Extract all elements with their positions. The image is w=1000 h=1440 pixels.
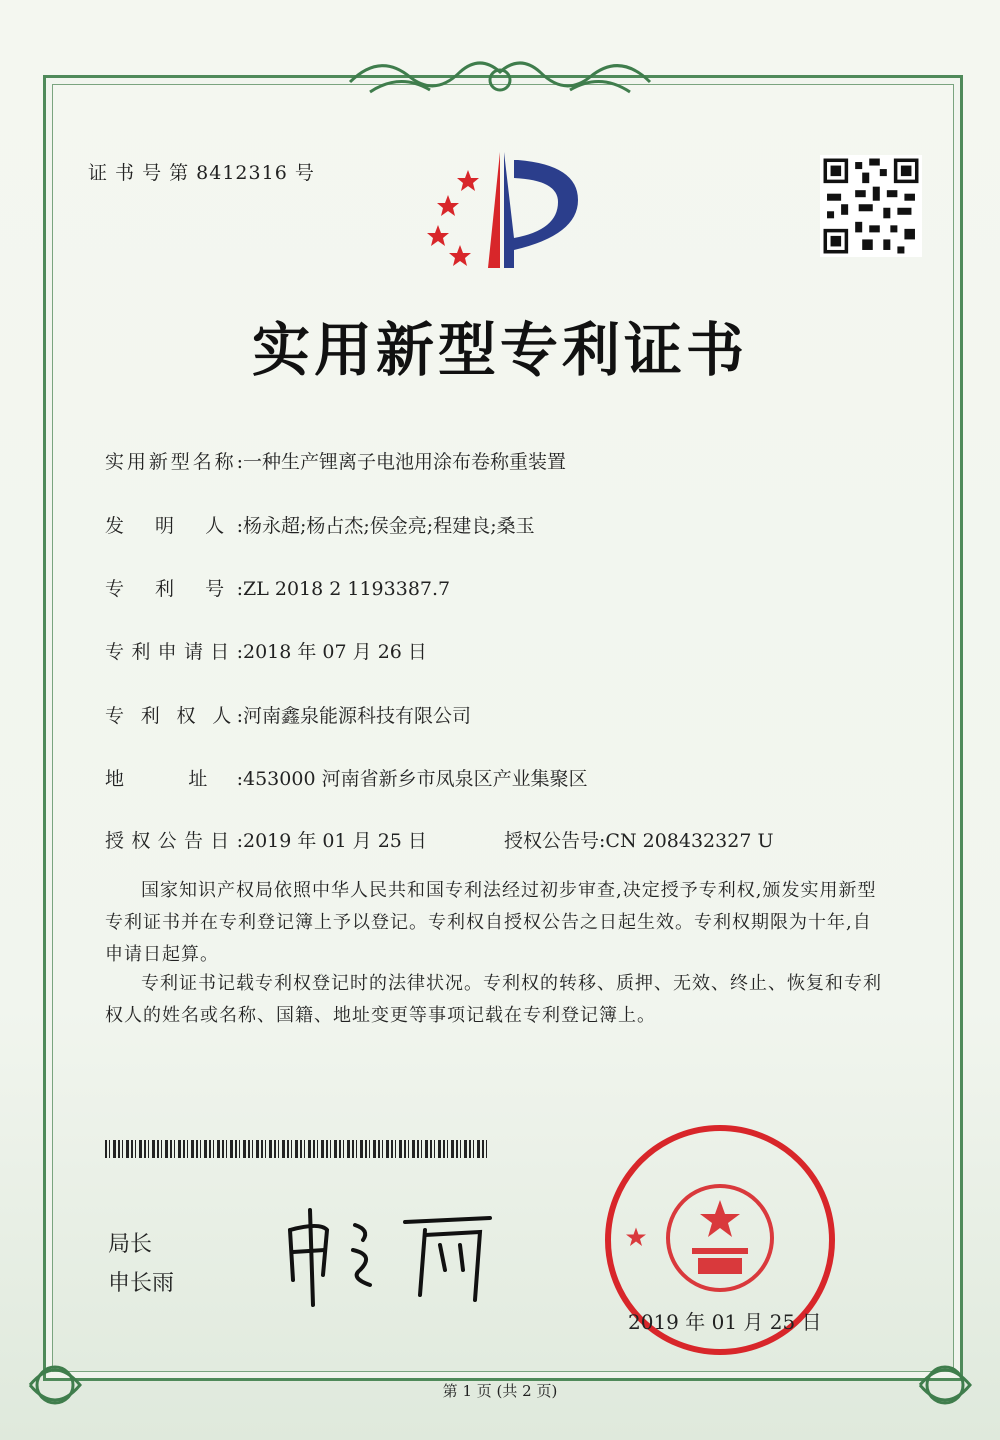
seal-date: 2019 年 01 月 25 日 (628, 1310, 822, 1334)
field-label: 专 利 号: (105, 578, 243, 600)
qr-code (820, 155, 922, 257)
field-utility-model-name (105, 447, 566, 474)
field-value: 杨永超;杨占杰;侯金亮;程建良;桑玉 (243, 515, 535, 537)
field-patentee (105, 701, 471, 728)
barcode (105, 1140, 490, 1158)
field-label: 专利申请日: (105, 641, 243, 663)
field-application-date (105, 637, 427, 664)
certificate-number: 证 书 号 第 8412316 号 (88, 162, 315, 184)
field-label: 专 利 权 人: (105, 705, 243, 727)
director-signature (275, 1200, 515, 1310)
director-name: 申长雨 (108, 1271, 175, 1296)
field-label: 授权公告日: (105, 830, 243, 852)
field-publication-number (504, 826, 773, 853)
field-value: 2019 年 01 月 25 日 (243, 830, 427, 852)
field-value: CN 208432327 U (605, 830, 774, 852)
page-number: 第 1 页 (共 2 页) (442, 1382, 558, 1400)
field-grant-date (105, 826, 427, 853)
field-label: 实用新型名称: (105, 451, 243, 473)
field-address (105, 764, 588, 791)
field-value: ZL 2018 2 1193387.7 (243, 578, 451, 600)
field-label: 授权公告号: (504, 830, 606, 852)
field-label: 发 明 人: (105, 515, 243, 537)
top-ornament (340, 42, 660, 112)
statement-paragraph: 专利证书记载专利权登记时的法律状况。专利权的转移、质押、无效、终止、恢复和专利权人的姓名或名称、国籍、地址变更等事项记载在专利登记簿上。 (105, 973, 882, 1026)
field-patent-number (105, 574, 450, 601)
director-title: 局长 (108, 1232, 153, 1257)
statement-paragraph: 国家知识产权局依照中华人民共和国专利法经过初步审查,决定授予专利权,颁发实用新型专利证书并在专利登记簿上予以登记。专利权自授权公告之日起生效。专利权期限为十年,自申请日起算。 (105, 880, 877, 965)
field-value: 一种生产锂离子电池用涂布卷称重装置 (243, 451, 567, 473)
field-value: 2018 年 07 月 26 日 (243, 641, 427, 663)
patent-office-logo (418, 150, 588, 275)
field-label: 地 址: (105, 768, 243, 790)
field-value: 453000 河南省新乡市凤泉区产业集聚区 (243, 768, 588, 790)
field-inventors (105, 511, 535, 538)
field-value: 河南鑫泉能源科技有限公司 (243, 705, 472, 727)
certificate-title: 实用新型专利证书 (251, 316, 748, 384)
